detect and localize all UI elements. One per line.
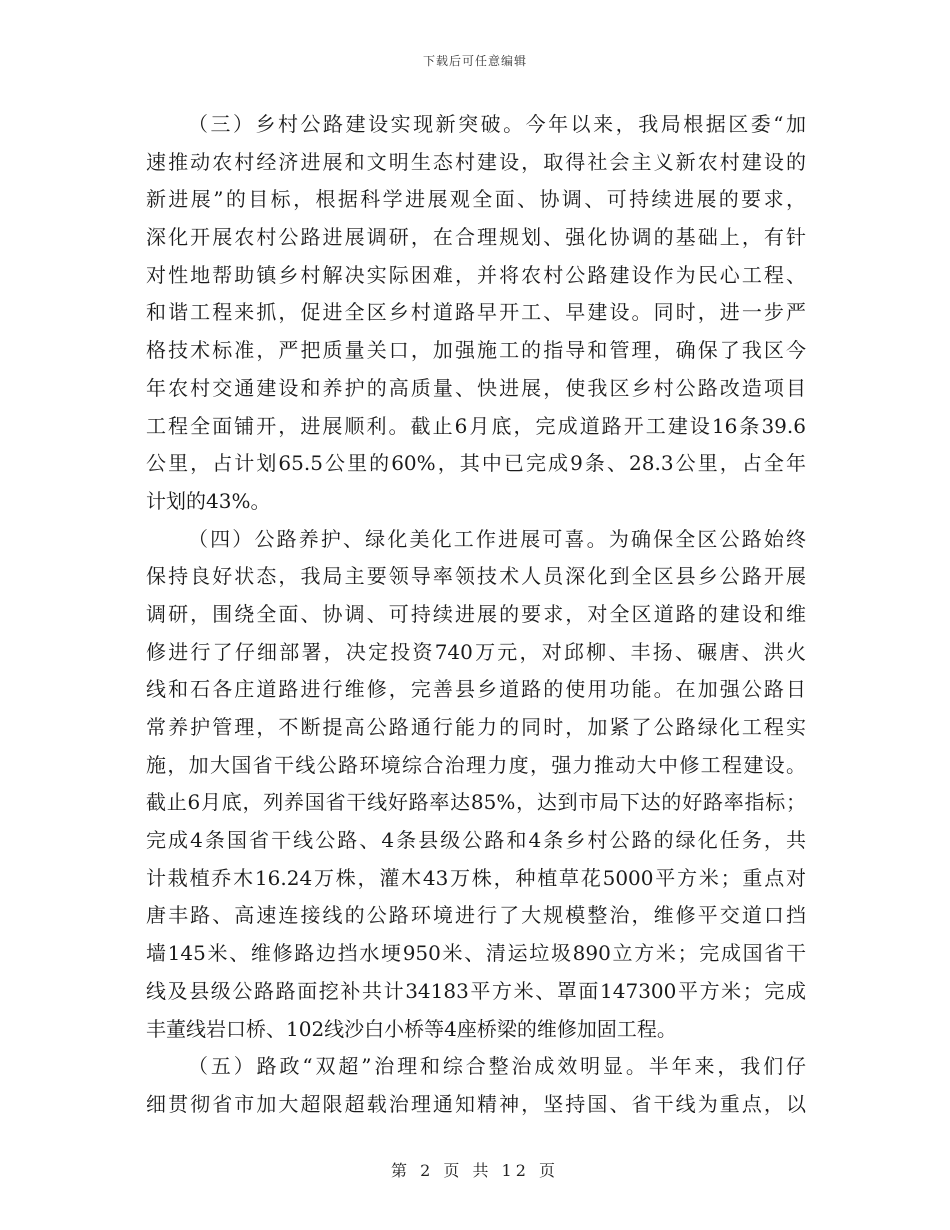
text-line: 深化开展农村公路进展调研，在合理规划、强化协调的基础上，有针 <box>146 225 806 250</box>
text-line: （三）乡村公路建设实现新突破。今年以来，我局根据区委“加 <box>188 112 806 136</box>
text-line: 线及县级公路路面挖补共计34183平方米、罩面147300平方米；完成 <box>146 978 806 1003</box>
text-line: 丰董线岩口桥、102线沙白小桥等4座桥梁的维修加固工程。 <box>146 1016 677 1041</box>
text-line: 保持良好状态，我局主要领导率领技术人员深化到全区县乡公路开展 <box>146 564 806 589</box>
text-line: 格技术标准，严把质量关口，加强施工的指导和管理，确保了我区今 <box>146 338 806 363</box>
text-line: 调研，围绕全面、协调、可持续进展的要求，对全区道路的建设和维 <box>146 601 806 626</box>
text-line: 完成4条国省干线公路、4条县级公路和4条乡村公路的绿化任务，共 <box>146 828 806 853</box>
page-number-footer: 第 2 页 共 12 页 <box>391 1161 559 1180</box>
text-line: 计栽植乔木16.24万株，灌木43万株，种植草花5000平方米；重点对 <box>146 865 806 890</box>
text-line: 常养护管理，不断提高公路通行能力的同时，加紧了公路绿化工程实 <box>146 715 806 739</box>
text-line: 工程全面铺开，进展顺利。截止6月底，完成道路开工建设16条39.6 <box>146 413 806 438</box>
text-line: （五）路政“双超”治理和综合整治成效明显。半年来，我们仔 <box>188 1054 806 1079</box>
text-line: 截止6月底，列养国省干线好路率达85%，达到市局下达的好路率指标； <box>146 790 806 815</box>
text-line: 线和石各庄道路进行维修，完善县乡道路的使用功能。在加强公路日 <box>146 677 806 702</box>
text-line: 修进行了仔细部署，决定投资740万元，对邱柳、丰扬、碾唐、洪火 <box>146 639 806 664</box>
text-line: 细贯彻省市加大超限超载治理通知精神，坚持国、省干线为重点，以 <box>146 1091 806 1116</box>
text-line: 计划的43%。 <box>146 488 271 513</box>
page-header: 下载后可任意编辑 <box>422 54 527 68</box>
text-line: 新进展”的目标，根据科学进展观全面、协调、可持续进展的要求， <box>146 187 806 212</box>
document-body <box>146 106 806 1124</box>
text-line: 墙145米、维修路边挡水埂950米、清运垃圾890立方米；完成国省干 <box>146 941 806 966</box>
text-line: 施，加大国省干线公路环境综合治理力度，强力推动大中修工程建设。 <box>146 752 806 777</box>
text-line: 公里，占计划65.5公里的60%，其中已完成9条、28.3公里，占全年 <box>146 451 806 476</box>
text-line: 年农村交通建设和养护的高质量、快进展，使我区乡村公路改造项目 <box>146 375 806 400</box>
text-line: 对性地帮助镇乡村解决实际困难，并将农村公路建设作为民心工程、 <box>146 262 806 287</box>
text-line: 速推动农村经济进展和文明生态村建设，取得社会主义新农村建设的 <box>146 149 806 174</box>
text-line: 唐丰路、高速连接线的公路环境进行了大规模整治，维修平交道口挡 <box>146 903 806 928</box>
text-line: （四）公路养护、绿化美化工作进展可喜。为确保全区公路始终 <box>188 526 806 551</box>
text-line: 和谐工程来抓，促进全区乡村道路早开工、早建设。同时，进一步严 <box>146 300 806 325</box>
